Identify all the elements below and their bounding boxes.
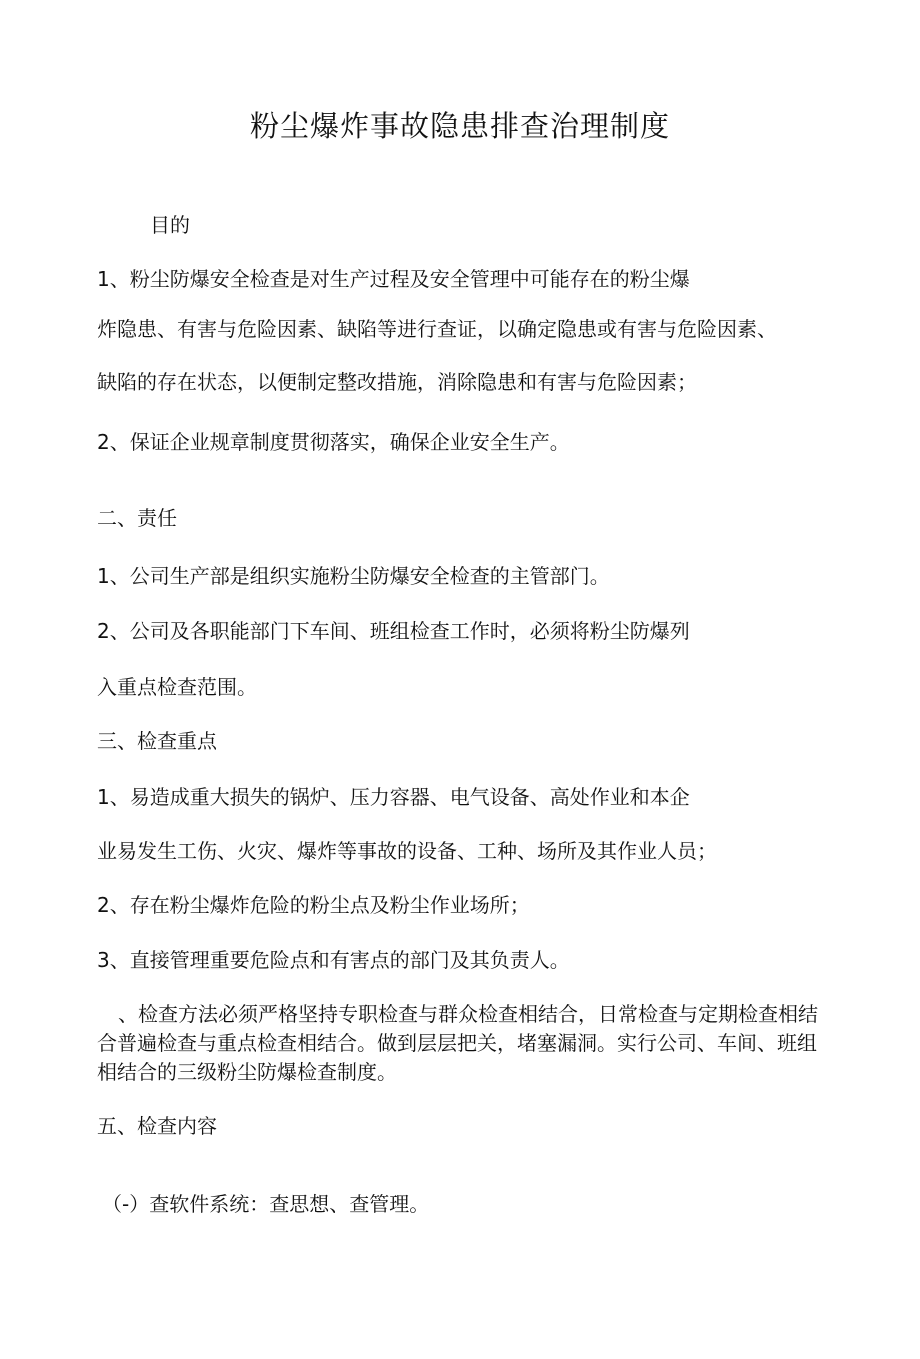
text-line: 2、公司及各职能部门下车间、班组检查工作时，必须将粉尘防爆列 (97, 619, 690, 643)
text-line: 1、公司生产部是组织实施粉尘防爆安全检查的主管部门。 (97, 564, 610, 588)
text-line: 缺陷的存在状态，以便制定整改措施，消除隐患和有害与危险因素； (97, 370, 697, 394)
text-line: 入重点检查范围。 (97, 675, 257, 699)
heading-inspection-focus: 三、检查重点 (97, 729, 217, 753)
text-line: 1、粉尘防爆安全检查是对生产过程及安全管理中可能存在的粉尘爆 (97, 267, 690, 291)
text-line: （-）查软件系统：查思想、查管理。 (102, 1192, 430, 1216)
text-line: 2、保证企业规章制度贯彻落实，确保企业安全生产。 (97, 430, 570, 454)
text-line: 2、存在粉尘爆炸危险的粉尘点及粉尘作业场所； (97, 893, 530, 917)
text-line: 3、直接管理重要危险点和有害点的部门及其负责人。 (97, 948, 570, 972)
heading-purpose: 目的 (150, 213, 190, 237)
text-line: 炸隐患、有害与危险因素、缺陷等进行查证，以确定隐患或有害与危险因素、 (97, 317, 777, 341)
text-line: 业易发生工伤、火灾、爆炸等事故的设备、工种、场所及其作业人员； (97, 839, 717, 863)
heading-responsibility: 二、责任 (97, 506, 177, 530)
paragraph-inspection-method: 、检查方法必须严格坚持专职检查与群众检查相结合，日常检查与定期检查相结合普遍检查与重点检查相结合。做到层层把关，堵塞漏洞。实行公司、车间、班组相结合的三级粉尘防爆检查制度。 (97, 1002, 818, 1084)
text-line: 1、易造成重大损失的锅炉、压力容器、电气设备、高处作业和本企 (97, 785, 690, 809)
heading-inspection-content: 五、检查内容 (97, 1114, 217, 1138)
document-title: 粉尘爆炸事故隐患排查治理制度 (249, 109, 670, 143)
